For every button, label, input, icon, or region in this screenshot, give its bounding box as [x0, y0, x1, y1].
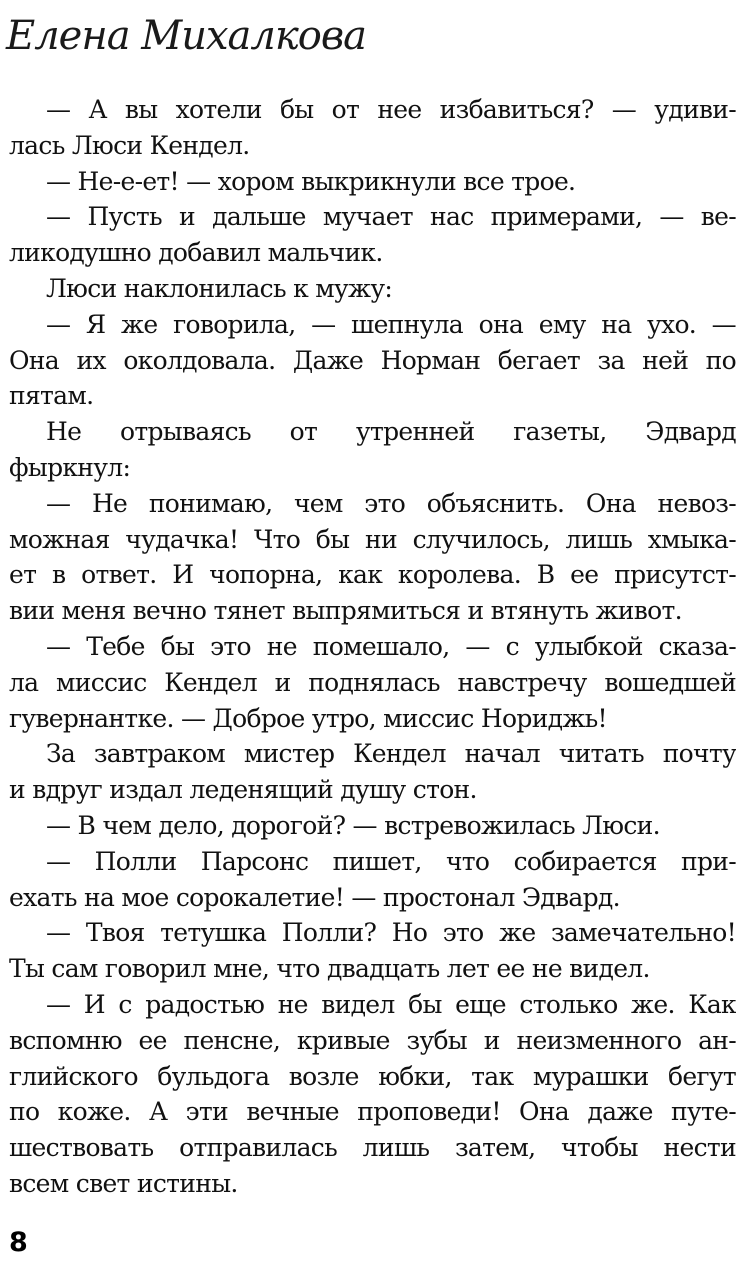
- text-line: — И с радостью не видел бы еще столько же. Как: [46, 989, 736, 1019]
- body-text: [9, 92, 736, 1202]
- text-line: — Твоя тетушка Полли? Но это же замечательно!: [46, 918, 736, 948]
- text-line: Люси наклонилась к мужу:: [46, 273, 393, 303]
- page-number: 8: [9, 1227, 28, 1258]
- text-line: — Пусть и дальше мучает нас примерами, — ве-: [46, 202, 736, 232]
- running-title: Елена Михалкова: [6, 13, 366, 59]
- text-line: вии меня вечно тянет выпрямиться и втянуть живот.: [9, 596, 682, 626]
- text-line: глийского бульдога возле юбки, так мурашки бегут: [9, 1061, 736, 1091]
- text-line: ехать на мое сорокалетие! — простонал Эдвард.: [9, 882, 620, 912]
- text-line: всем свет истины.: [9, 1168, 238, 1198]
- text-line: — В чем дело, дорогой? — встревожилась Люси.: [46, 810, 660, 840]
- text-line: Не отрываясь от утренней газеты, Эдвард: [46, 417, 736, 447]
- text-line: ет в ответ. И чопорна, как королева. В ее присутст-: [9, 560, 736, 590]
- text-line: можная чудачка! Что бы ни случилось, лишь хмыка-: [9, 524, 736, 554]
- text-line: гувернантке. — Доброе утро, миссис Нориджь!: [9, 703, 607, 733]
- text-line: За завтраком мистер Кендел начал читать почту: [46, 739, 736, 769]
- text-line: ликодушно добавил мальчик.: [9, 238, 383, 268]
- text-line: — Не-е-ет! — хором выкрикнули все трое.: [46, 166, 576, 196]
- text-line: — Не понимаю, чем это объяснить. Она невоз-: [46, 488, 736, 518]
- text-line: — Полли Парсонс пишет, что собирается при-: [46, 846, 736, 876]
- text-line: — Тебе бы это не помешало, — с улыбкой сказа-: [46, 631, 736, 661]
- text-line: Ты сам говорил мне, что двадцать лет ее не видел.: [9, 954, 650, 984]
- text-line: — Я же говорила, — шепнула она ему на ухо. —: [46, 309, 736, 339]
- text-line: фыркнул:: [9, 452, 131, 482]
- text-line: — А вы хотели бы от нее избавиться? — удиви-: [46, 95, 736, 124]
- text-line: лась Люси Кендел.: [9, 130, 250, 160]
- text-line: Она их околдовала. Даже Норман бегает за ней по: [9, 345, 736, 375]
- text-line: ла миссис Кендел и поднялась навстречу вошедшей: [9, 667, 736, 697]
- text-line: вспомню ее пенсне, кривые зубы и неизменного ан-: [9, 1025, 736, 1055]
- text-line: по коже. А эти вечные проповеди! Она даже путе-: [9, 1097, 736, 1127]
- text-line: шествовать отправилась лишь затем, чтобы нести: [9, 1133, 736, 1163]
- text-line: пятам.: [9, 381, 94, 411]
- text-line: и вдруг издал леденящий душу стон.: [9, 775, 477, 805]
